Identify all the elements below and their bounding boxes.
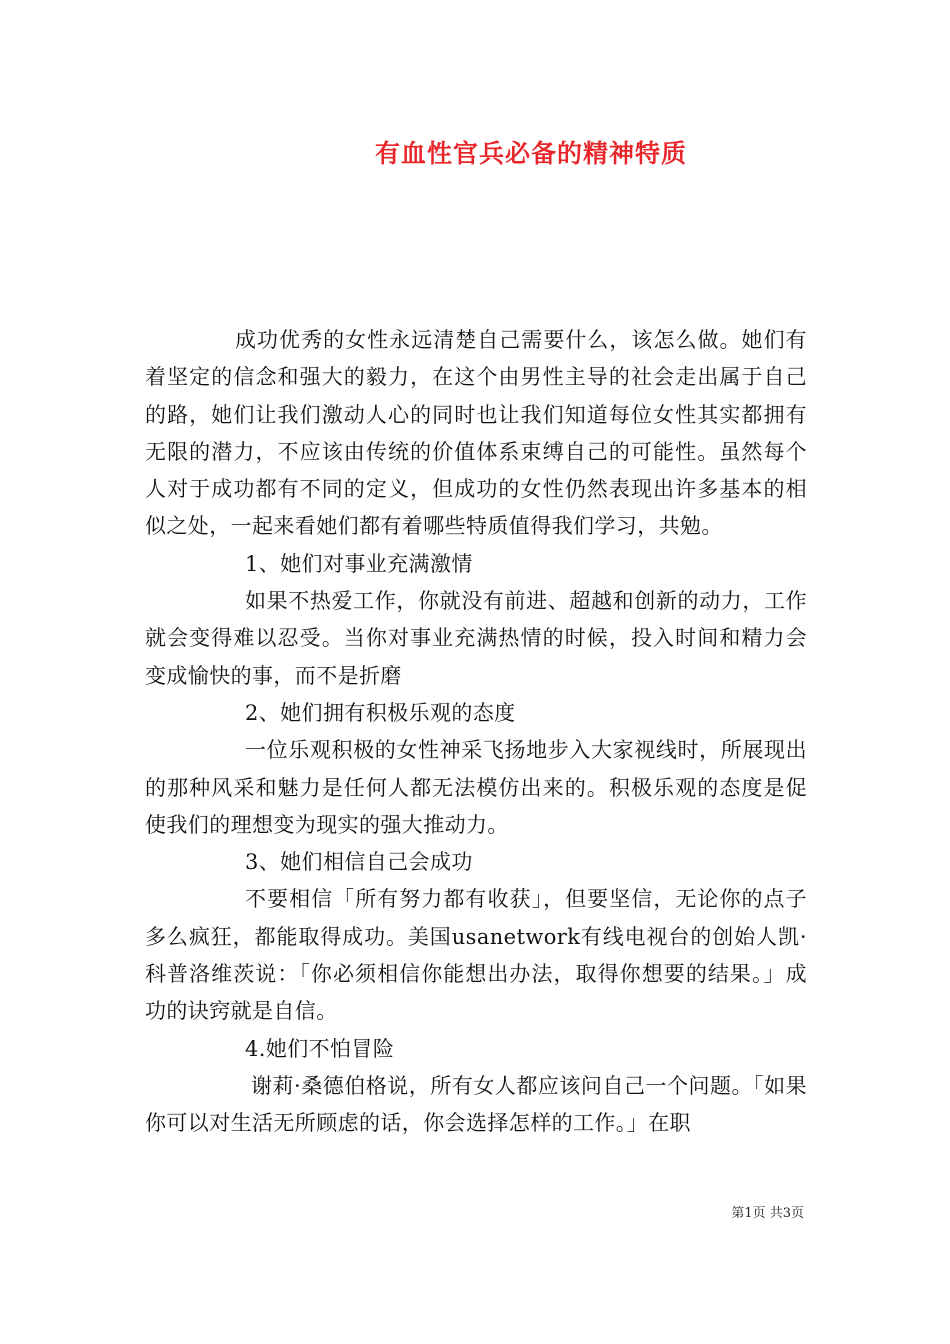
section-body-3: 不要相信「所有努力都有收获」，但要坚信，无论你的点子多么疯狂，都能取得成功。美国usanetwork有线电视台的创始人凯·科普洛维茨说：「你必须相信你能想出办法，取得你想要的结果。」成功的诀窍就是自信。 — [145, 887, 807, 1024]
section-body-1: 如果不热爱工作，你就没有前进、超越和创新的动力，工作就会变得难以忍受。当你对事业充满热情的时候，投入时间和精力会变成愉快的事，而不是折磨 — [145, 589, 807, 688]
section-heading-2: 2、她们拥有积极乐观的态度 — [245, 700, 516, 725]
page-footer: 第1页 共3页 — [731, 1206, 804, 1221]
document-title: 有血性官兵必备的精神特质 — [374, 139, 687, 168]
section-body-2: 一位乐观积极的女性神采飞扬地步入大家视线时，所展现出的那种风采和魅力是任何人都无法模仿出来的。积极乐观的态度是促使我们的理想变为现实的强大推动力。 — [145, 738, 807, 837]
section-heading-1: 1、她们对事业充满激情 — [245, 551, 473, 576]
document-body — [145, 322, 807, 1143]
section-heading-4: 4.她们不怕冒险 — [245, 1036, 395, 1061]
section-heading-3: 3、她们相信自己会成功 — [245, 850, 473, 875]
intro-paragraph: 成功优秀的女性永远清楚自己需要什么，该怎么做。她们有着坚定的信念和强大的毅力，在这个由男性主导的社会走出属于自己的路，她们让我们激动人心的同时也让我们知道每位女性其实都拥有无限的潜力，不应该由传统的价值体系束缚自己的可能性。虽然每个人对于成功都有不同的定义，但成功的女性仍然表现出许多基本的相似之处，一起来看她们都有着哪些特质值得我们学习，共勉。 — [145, 328, 807, 539]
section-body-4: 谢莉·桑德伯格说，所有女人都应该问自己一个问题。「如果你可以对生活无所顾虑的话，你会选择怎样的工作。」在职 — [145, 1073, 807, 1136]
